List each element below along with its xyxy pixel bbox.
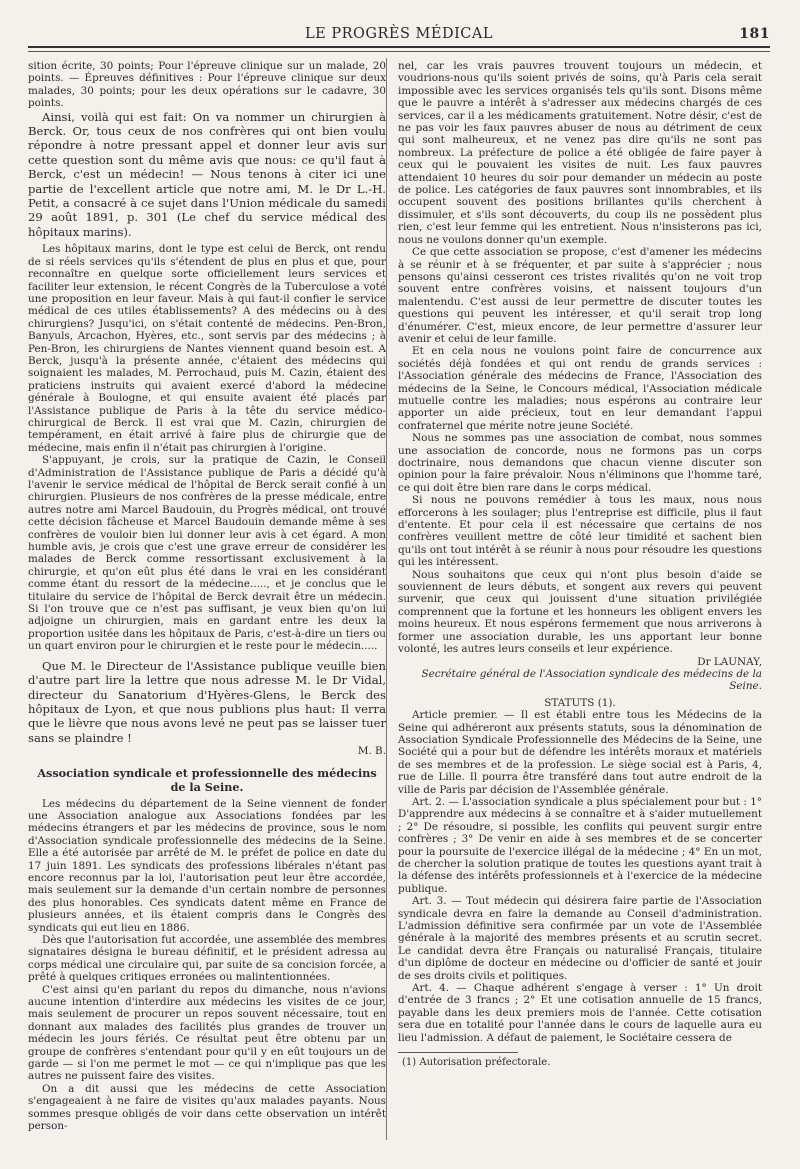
- paragraph: Ainsi, voilà qui est fait: On va nommer un chirurgien à Berck. Or, tous ceux de nos confrères qui ont bien voulu répondre à notre pressant appel et donner leur avis sur cette question sont du même avis que nous: ce qu'il faut à Berck, c'est un médecin! — Nous tenons à citer ici une partie de l'excellent article que notre ami, M. le Dr L.-H. Petit, a consacré à ce sujet dans l'Union médicale du samedi 29 août 1891, p. 301 (Le chef du service médical des hôpitaux marins).: [28, 109, 386, 239]
- paragraph: nel, car les vrais pauvres trouvent toujours un médecin, et voudrions-nous qu'ils soient privés de soins, qu'à Paris cela serait impossible avec les services organisés tels qu'ils sont. Disons même que le pauvre a intérêt à s'adresser aux médecins chargés de ces services, car il a les médicaments gratuitement. Notre désir, c'est de ne pas voir les faux pauvres abuser de nous au détriment de ceux qui sont malheureux, et ne venez pas dire qu'ils ne sont pas nombreux. La préfecture de police a été obligée de faire payer à ceux qui le pouvaient les visites de nuit. Les faux pauvres attendaient 10 heures du soir pour demander un médecin au poste de police. Les catégories de faux pauvres sont innombrables, et ils occupent souvent des positions brillantes qu'ils cherchent à dissimuler, et s'ils sont découverts, du coup ils ne possèdent plus rien, c'est leur femme qui les entretient. Nous n'insisterons pas ici, nous ne voulons donner qu'un exemple.: [398, 60, 762, 246]
- article: Art. 2. — L'association syndicale a plus spécialement pour but : 1° D'apprendre aux médecins à se connaître et à s'aider mutuellement ; 2° De résoudre, si possible, les conflits qui peuvent surgir entre confrères ; 3° De venir en aide à ses membres et de se concerter pour la poursuite de l'exercice illégal de la médecine ; 4° En un mot, de chercher la solution pratique de toutes les questions ayant trait à la défense des intérêts professionnels et à l'exercice de la médecine publique.: [398, 795, 762, 895]
- left-column: [28, 60, 386, 1133]
- paragraph: C'est ainsi qu'en parlant du repos du dimanche, nous n'avions aucune intention d'interdire aux médecins les visites de ce jour, mais seulement de procurer un repos souvent nécessaire, tout en donnant aux malades des facilités plus grandes de trouver un médecin les jours fériés. Ce résultat peut être obtenu par un groupe de confrères s'entendant pour qu'il y en eût toujours un de garde — si l'on me permet le mot — ce qui n'implique pas que les autres ne puissent faire des visites.: [28, 983, 386, 1083]
- right-column: [398, 60, 762, 1070]
- footnote-rule: [398, 1052, 518, 1053]
- paragraph: Et en cela nous ne voulons point faire de concurrence aux sociétés déjà fondées et qui ont rendu de grands services : l'Association générale des médecins de France, l'Association des médecins de la Seine, le Concours médical, l'Association médicale mutuelle contre les maladies; nous espérons au contraire leur apporter un aide précieux, tout en leur demandant l'appui confraternel que mérite notre jeune Société.: [398, 345, 762, 432]
- paragraph: Nous ne sommes pas une association de combat, nous sommes une association de concorde, nous ne formons pas un corps doctrinaire, nous demandons que chacun vienne discuter son opinion pour la faire prévaloir. Nous n'éliminons que l'homme taré, ce qui doit être bien rare dans le corps médical.: [398, 432, 762, 494]
- journal-title: LE PROGRÈS MÉDICAL: [305, 26, 493, 42]
- paragraph: Nous souhaitons que ceux qui n'ont plus besoin d'aide se souviennent de leurs débuts, et songent aux revers qui peuvent survenir, que ceux qui jouissent d'une situation privilégiée comprennent que la fortune et les honneurs les obligent envers les moins heureux. Et nous espérons fermement que nous arriverons à former une association durable, les uns apportant leur bonne volonté, les autres leurs conseils et leur expérience.: [398, 568, 762, 656]
- header-rule-thin: [28, 51, 770, 52]
- paragraph: Si nous ne pouvons remédier à tous les maux, nous nous efforcerons à les soulager; plus l'entreprise est difficile, plus il faut d'entente. Et pour cela il est nécessaire que certains de nos confrères veuillent mettre de côté leur timidité et sachent bien qu'ils ont tout intérêt à se réunir à nous pour résoudre les questions qui les intéressent.: [398, 494, 762, 569]
- paragraph: On a dit aussi que les médecins de cette Association s'engageaient à ne faire de visites qu'aux malades payants. Nous sommes presque obligés de voir dans cette observation un intérêt person-: [28, 1082, 386, 1133]
- article: Article premier. — Il est établi entre tous les Médecins de la Seine qui adhéreront aux présents statuts, sous la dénomination de Association Syndicale Professionnelle des Médecins de la Seine, une Société qui a pour but de défendre les intérêts moraux et matériels de ses membres et de la profession. Le siège social est à Paris, 4, rue de Lille. Il pourra être transféré dans tout autre endroit de la ville de Paris par décision de l'Assemblée générale.: [398, 709, 762, 796]
- running-header: [28, 26, 770, 46]
- section-heading: Association syndicale et professionnelle des médecins de la Seine.: [37, 765, 377, 794]
- paragraph: sition écrite, 30 points; Pour l'épreuve clinique sur un malade, 20 points. — Épreuves définitives : Pour l'épreuve clinique sur deux malades, 30 points; pour les deux opérations sur le cadavre, 30 points.: [28, 60, 386, 110]
- paragraph: Que M. le Directeur de l'Assistance publique veuille bien d'autre part lire la lettre que nous adresse M. le Dr Vidal, directeur du Sanatorium d'Hyères-Glens, le Berck des hôpitaux de Lyon, et que nous publions plus haut: Il verra que le lièvre que nous avons levé ne peut pas se laisser tuer sans se plaindre !: [28, 658, 386, 745]
- header-rule-thick: [28, 46, 770, 48]
- page-number: 181: [739, 26, 770, 42]
- column-divider: [386, 58, 387, 1140]
- signature-name: Dr LAUNAY,: [697, 655, 762, 668]
- paragraph: Les médecins du département de la Seine viennent de fonder une Association analogue aux Associations fondées par les médecins étrangers et par les médecins de province, sous le nom d'Association syndicale professionnelle des médecins de la Seine. Elle a été autorisée par arrêté de M. le préfet de police en date du 17 juin 1891. Les syndicats des professions libérales n'étant pas encore reconnus par la loi, l'autorisation peut leur être accordée, mais seulement sur la demande d'un certain nombre de personnes des plus honorables. Ces syndicats datent même en France de plusieurs années, et ils étaient compris dans le Congrès des syndicats qui eut lieu en 1886.: [28, 797, 386, 934]
- article: Art. 3. — Tout médecin qui désirera faire partie de l'Association syndicale devra en faire la demande au Conseil d'administration. L'admission définitive sera confirmée par un vote de l'Assemblée générale à la majorité des membres présents et au scrutin secret. Le candidat devra être Français ou naturalisé Français, titulaire d'un diplôme de docteur en médecine ou d'officier de santé et jouir de ses droits civils et politiques.: [398, 895, 762, 982]
- paragraph: Dès que l'autorisation fut accordée, une assemblée des membres signataires désigna le bureau définitif, et le président adressa au corps médical une circulaire qui, par suite de sa concision forcée, a prêté à quelques critiques erronées ou malintentionnées.: [28, 934, 386, 984]
- quoted-paragraph: Les hôpitaux marins, dont le type est celui de Berck, ont rendu de si réels services qu'ils s'étendent de plus en plus et que, pour reconnaître en quelque sorte officiellement leurs services et faciliter leur extension, le récent Congrès de la Tuberculose a voté une proposition en leur faveur. Mais à qui faut-il confier le service médical de ces utiles établissements? A des médecins ou à des chirurgiens? Jusqu'ici, on s'était contenté de médecins. Pen-Bron, Banyuls, Arcachon, Hyères, etc., sont servis par des médecins ; à Pen-Bron, les chirurgiens de Nantes viennent quand besoin est. A Berck, jusqu'à la présente année, c'étaient des médecins qui soignaient les malades, M. Perrochaud, puis M. Cazin, étaient des praticiens instruits qui avaient exercé d'abord la médecine générale à Boulogne, et qui ensuite avaient été placés par l'Assistance publique de Paris à la tête du service médico-chirurgical de Berck. Il est vrai que M. Cazin, chirurgien de tempérament, en était arrivé à faire plus de chirurgie que de médecine, mais enfin il n'était pas chirurgien à l'origine.: [28, 243, 386, 454]
- quoted-paragraph: S'appuyant, je crois, sur la pratique de Cazin, le Conseil d'Administration de l'Assistance publique de Paris a décidé qu'à l'avenir le service médical de l'hôpital de Berck serait confié à un chirurgien. Plusieurs de nos confrères de la presse médicale, entre autres notre ami Marcel Baudouin, du Progrès médical, ont trouvé cette décision fâcheuse et Marcel Baudouin demande même à ses confrères de vouloir bien lui donner leur avis à cet égard. A mon humble avis, je crois que c'est une grave erreur de considérer les malades de Berck comme ressortissant exclusivement à la chirurgie, et qu'on eût plus été dans le vrai en les considérant comme étant du ressort de la médecine....., et je conclus que le titulaire du service de l'hôpital de Berck devrait être un médecin. Si l'on trouve que ce n'est pas suffisant, je veux bien qu'on lui adjoigne un chirurgien, mais en gardant entre les deux la proportion usitée dans les hôpitaux de Paris, c'est-à-dire un tiers ou un quart environ pour le chirurgien et le reste pour le médecin.....: [28, 454, 386, 653]
- author-initials: M. B.: [357, 745, 386, 758]
- footnote: (1) Autorisation préfectorale.: [402, 1057, 551, 1069]
- statuts-heading: STATUTS (1).: [544, 696, 616, 709]
- signature-role: Secrétaire général de l'Association syndicale des médecins de la Seine.: [421, 667, 762, 693]
- article: Art. 4. — Chaque adhérent s'engage à verser : 1° Un droit d'entrée de 3 francs ; 2° Et une cotisation annuelle de 15 francs, payable dans les deux premiers mois de l'année. Cette cotisation sera due en totalité pour l'année dans le cours de laquelle aura eu lieu l'admission. A défaut de paiement, le Sociétaire cessera de: [398, 982, 762, 1044]
- paragraph: Ce que cette association se propose, c'est d'amener les médecins à se réunir et à se fréquenter, et par suite à s'apprécier ; nous pensons qu'ainsi cesseront ces tristes rivalités qu'on ne voit trop souvent entre confrères voisins, et naissent toujours d'un malentendu. C'est aussi de leur permettre de discuter toutes les questions qui peuvent les intéresser, et qu'il serait trop long d'énumérer. C'est, mieux encore, de leur permettre d'assurer leur avenir et celui de leur famille.: [398, 246, 762, 345]
